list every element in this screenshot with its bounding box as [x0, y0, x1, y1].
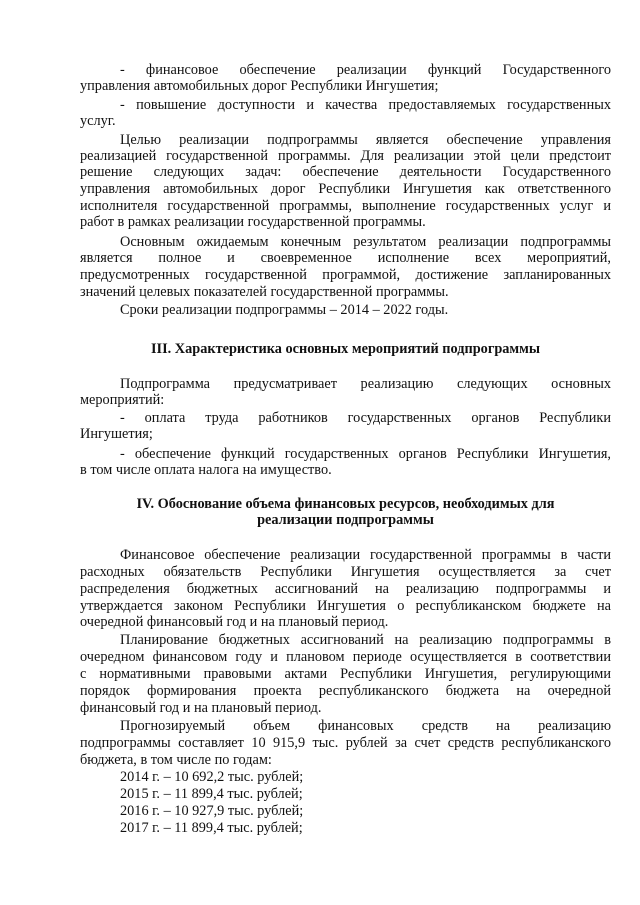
- text-line: предусмотренных государственной программой, достижение запланированных: [80, 267, 611, 283]
- text-line: распределения бюджетных ассигнований на реализацию подпрограммы и: [80, 581, 611, 597]
- text-line: - оплата труда работников государственных органов Республики: [120, 410, 611, 426]
- text-line: подпрограммы составляет 10 915,9 тыс. рублей за счет средств республиканского: [80, 735, 611, 751]
- text-line: реализацией государственной программы. Для реализации этой цели предстоит: [80, 148, 611, 164]
- text-line: финансовый год и на плановый период.: [80, 700, 322, 716]
- text-line: услуг.: [80, 113, 116, 129]
- text-line: Сроки реализации подпрограммы – 2014 – 2022 годы.: [120, 302, 449, 318]
- text-line: решение следующих задач: обеспечение деятельности Государственного: [80, 164, 611, 180]
- text-line: Прогнозируемый объем финансовых средств на реализацию: [120, 718, 611, 734]
- text-line: - обеспечение функций государственных органов Республики Ингушетия,: [120, 446, 611, 462]
- text-line: очередном финансовом году и плановом периоде осуществляется в соответствии: [80, 649, 611, 665]
- text-line: 2017 г. – 11 899,4 тыс. рублей;: [120, 820, 303, 836]
- text-line: Планирование бюджетных ассигнований на реализацию подпрограммы в: [120, 632, 611, 648]
- text-line: бюджета, в том числе по годам:: [80, 752, 272, 768]
- text-line: управления автомобильных дорог Республики Ингушетия как ответственного: [80, 181, 611, 197]
- text-line: Финансовое обеспечение реализации государственной программы в части: [120, 547, 611, 563]
- text-line: очередной финансовый год и на плановый период.: [80, 614, 389, 630]
- text-line: 2014 г. – 10 692,2 тыс. рублей;: [120, 769, 304, 785]
- section-heading-4-line-1: IV. Обоснование объема финансовых ресурсов, необходимых для: [136, 496, 555, 512]
- section-heading-3: III. Характеристика основных мероприятий подпрограммы: [150, 341, 541, 357]
- text-line: исполнителя государственной программы, выполнение государственных услуг и: [80, 198, 611, 214]
- text-line: утверждается законом Республики Ингушетия о республиканском бюджете на: [80, 598, 611, 614]
- text-line: 2015 г. – 11 899,4 тыс. рублей;: [120, 786, 303, 802]
- text-line: Ингушетия;: [80, 426, 153, 442]
- text-line: в том числе оплата налога на имущество.: [80, 462, 332, 478]
- text-line: с нормативными правовыми актами Республики Ингушетия, регулирующими: [80, 666, 611, 682]
- text-line: работ в рамках реализации государственной программы.: [80, 214, 426, 230]
- text-line: Целью реализации подпрограммы является обеспечение управления: [120, 132, 611, 148]
- text-line: Подпрограмма предусматривает реализацию следующих основных: [120, 376, 611, 392]
- text-line: 2016 г. – 10 927,9 тыс. рублей;: [120, 803, 304, 819]
- text-line: управления автомобильных дорог Республики Ингушетия;: [80, 78, 439, 94]
- text-line: расходных обязательств Республики Ингушетия осуществляется за счет: [80, 564, 611, 580]
- section-heading-4-line-2: реализации подпрограммы: [257, 512, 434, 528]
- text-line: порядок формирования проекта республиканского бюджета на очередной: [80, 683, 611, 699]
- text-line: - финансовое обеспечение реализации функций Государственного: [120, 62, 611, 78]
- text-line: является полное и своевременное исполнение всех мероприятий,: [80, 250, 611, 266]
- text-line: мероприятий:: [80, 392, 165, 408]
- text-line: значений целевых показателей государственной программы.: [80, 284, 449, 300]
- text-line: - повышение доступности и качества предоставляемых государственных: [120, 97, 611, 113]
- text-line: Основным ожидаемым конечным результатом реализации подпрограммы: [120, 234, 611, 250]
